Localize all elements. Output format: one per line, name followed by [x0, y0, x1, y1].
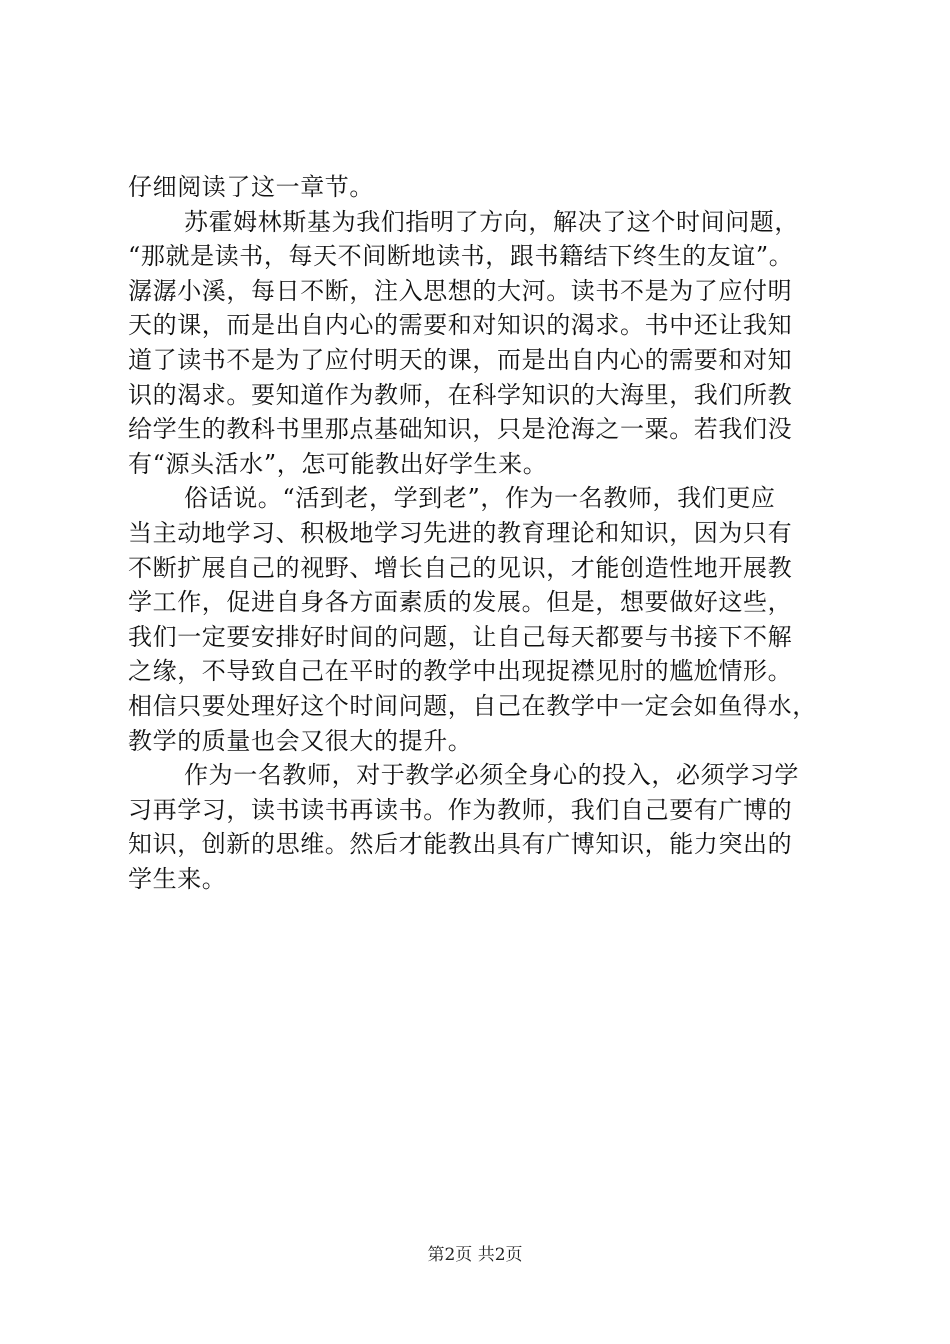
text-line: 有“源头活水”，怎可能教出好学生来。	[128, 449, 548, 478]
page-footer: 第2页 共2页	[427, 1245, 523, 1265]
text-line: 不断扩展自己的视野、增长自己的见识，才能创造性地开展教	[128, 553, 793, 582]
text-line: 学工作，促进自身各方面素质的发展。但是，想要做好这些，	[128, 588, 793, 617]
text-line: 习再学习，读书读书再读书。作为教师，我们自己要有广博的	[128, 795, 793, 824]
text-line: “那就是读书，每天不间断地读书，跟书籍结下终生的友谊”。	[128, 242, 794, 271]
text-line: 我们一定要安排好时间的问题，让自己每天都要与书接下不解	[128, 622, 793, 651]
text-line: 识的渴求。要知道作为教师，在科学知识的大海里，我们所教	[128, 380, 793, 409]
text-line: 作为一名教师，对于教学必须全身心的投入，必须学习学	[184, 761, 799, 790]
text-line: 天的课，而是出自内心的需要和对知识的渴求。书中还让我知	[128, 311, 793, 340]
text-line: 仔细阅读了这一章节。	[128, 173, 374, 201]
text-line: 当主动地学习、积极地学习先进的教育理论和知识，因为只有	[128, 518, 793, 547]
text-line: 给学生的教科书里那点基础知识，只是沧海之一粟。若我们没	[128, 415, 793, 444]
text-line: 教学的质量也会又很大的提升。	[128, 726, 473, 755]
text-line: 之缘，不导致自己在平时的教学中出现捉襟见肘的尴尬情形。	[128, 657, 793, 686]
text-line: 道了读书不是为了应付明天的课，而是出自内心的需要和对知	[128, 345, 793, 374]
text-line: 俗话说。“活到老，学到老”，作为一名教师，我们更应	[184, 484, 776, 513]
body-text	[128, 170, 828, 896]
text-line: 潺潺小溪，每日不断，注入思想的大河。读书不是为了应付明	[128, 276, 793, 305]
text-line: 相信只要处理好这个时间问题，自己在教学中一定会如鱼得水，	[128, 691, 817, 720]
text-line: 知识，创新的思维。然后才能教出具有广博知识，能力突出的	[128, 830, 793, 859]
text-line: 苏霍姆林斯基为我们指明了方向，解决了这个时间问题，	[184, 207, 799, 236]
text-line: 学生来。	[128, 864, 227, 893]
